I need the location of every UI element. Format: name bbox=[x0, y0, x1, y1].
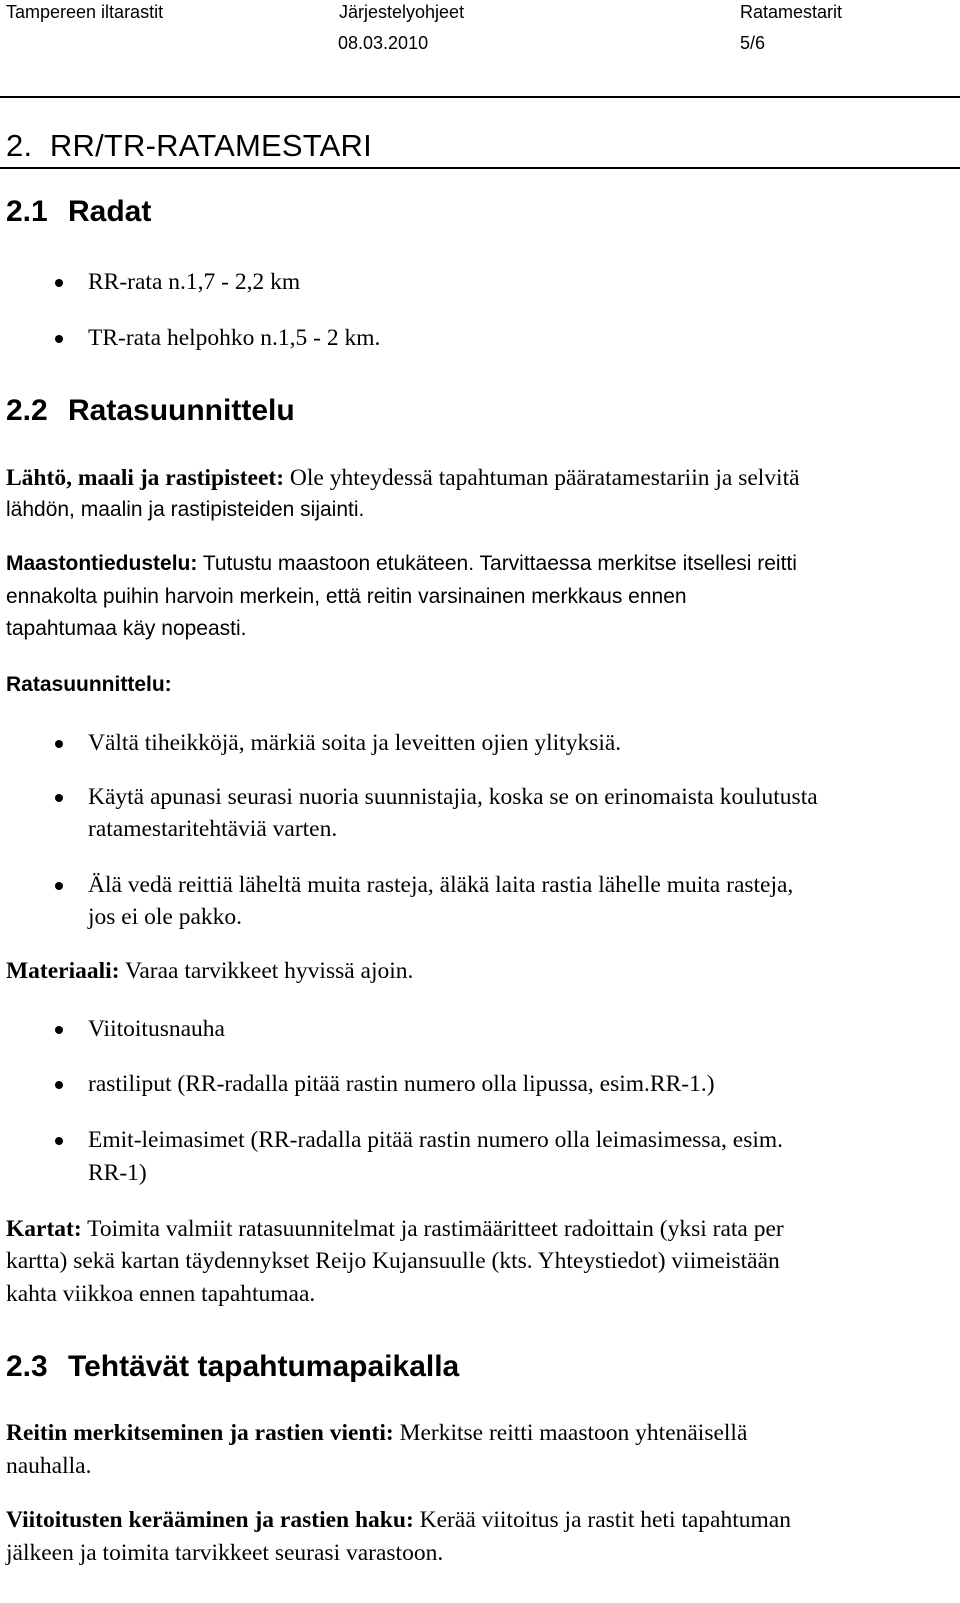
header-section: Ratamestarit bbox=[740, 2, 843, 22]
bullet-icon bbox=[55, 882, 63, 890]
list-item: Viitoitusnauha bbox=[88, 1016, 225, 1042]
bullet-icon bbox=[55, 335, 63, 343]
reitti-label: Reitin merkitseminen ja rastien vienti: bbox=[6, 1420, 394, 1446]
list-item-continuation: jos ei ole pakko. bbox=[88, 904, 243, 930]
section-2-heading bbox=[6, 128, 372, 164]
section-2-3-heading bbox=[6, 1350, 459, 1384]
header-org: Tampereen iltarastit bbox=[6, 2, 164, 22]
maasto-text-line2: ennakolta puihin harvoin merkein, että reitin varsinainen merkkaus ennen bbox=[6, 585, 687, 608]
viitoitus-paragraph bbox=[6, 1504, 791, 1536]
viitoitus-text-line2: jälkeen ja toimita tarvikkeet seurasi varastoon. bbox=[6, 1540, 444, 1566]
header-date: 08.03.2010 bbox=[338, 33, 429, 53]
viitoitus-text-line1: Kerää viitoitus ja rastit heti tapahtuman bbox=[419, 1507, 791, 1533]
header-page-number: 5/6 bbox=[740, 33, 766, 53]
reitti-text-line2: nauhalla. bbox=[6, 1453, 92, 1479]
lahto-text-line1: Ole yhteydessä tapahtuman pääratamestariin ja selvitä bbox=[289, 465, 800, 491]
section-2-number: 2. bbox=[6, 128, 33, 163]
section-2-3-number: 2.3 bbox=[6, 1350, 48, 1383]
section-2-2-title: Ratasuunnittelu bbox=[68, 394, 295, 427]
reitti-text-line1: Merkitse reitti maastoon yhtenäisellä bbox=[399, 1420, 748, 1446]
list-item: Vältä tiheikköjä, märkiä soita ja leveitten ojien ylityksiä. bbox=[88, 730, 622, 756]
viitoitus-label: Viitoitusten kerääminen ja rastien haku: bbox=[6, 1507, 414, 1533]
section-2-1-heading bbox=[6, 195, 151, 229]
list-item: rastiliput (RR-radalla pitää rastin numero olla lipussa, esim.RR-1.) bbox=[88, 1071, 715, 1097]
kartat-label: Kartat: bbox=[6, 1216, 82, 1242]
header-rule bbox=[0, 96, 960, 98]
section-2-2-heading bbox=[6, 394, 295, 428]
section-2-2-number: 2.2 bbox=[6, 394, 48, 427]
section-2-1-title: Radat bbox=[68, 195, 152, 228]
list-item: Älä vedä reittiä läheltä muita rasteja, äläkä laita rastia lähelle muita rasteja, bbox=[88, 872, 794, 898]
maasto-paragraph bbox=[6, 548, 797, 580]
materiaali-text: Varaa tarvikkeet hyvissä ajoin. bbox=[124, 958, 414, 984]
bullet-icon bbox=[55, 794, 63, 802]
lahto-paragraph bbox=[6, 462, 800, 494]
kartat-text-line3: kahta viikkoa ennen tapahtumaa. bbox=[6, 1281, 316, 1307]
bullet-icon bbox=[55, 1137, 63, 1145]
lahto-label: Lähtö, maali ja rastipisteet: bbox=[6, 465, 285, 491]
kartat-text-line1: Toimita valmiit ratasuunnitelmat ja rastimääritteet radoittain (yksi rata per bbox=[87, 1216, 784, 1242]
section-2-rule bbox=[0, 167, 960, 169]
reitti-paragraph bbox=[6, 1417, 747, 1449]
header-doc-title: Järjestelyohjeet bbox=[339, 2, 465, 22]
list-item: Emit-leimasimet (RR-radalla pitää rastin numero olla leimasimessa, esim. bbox=[88, 1127, 784, 1153]
list-item: RR-rata n.1,7 - 2,2 km bbox=[88, 269, 301, 295]
bullet-icon bbox=[55, 740, 63, 748]
section-2-1-number: 2.1 bbox=[6, 195, 48, 228]
bullet-icon bbox=[55, 279, 63, 287]
maasto-text-line3: tapahtumaa käy nopeasti. bbox=[6, 617, 247, 640]
materiaali-label: Materiaali: bbox=[6, 958, 120, 984]
kartat-text-line2: kartta) sekä kartan täydennykset Reijo Kujansuulle (kts. Yhteystiedot) viimeistään bbox=[6, 1248, 780, 1274]
bullet-icon bbox=[55, 1026, 63, 1034]
kartat-paragraph bbox=[6, 1213, 784, 1245]
maasto-label: Maastontiedustelu: bbox=[6, 552, 198, 575]
list-item-continuation: RR-1) bbox=[88, 1160, 147, 1186]
section-2-title: RR/TR-RATAMESTARI bbox=[49, 128, 372, 163]
lahto-text-line2: lähdön, maalin ja rastipisteiden sijainti. bbox=[6, 498, 365, 521]
bullet-icon bbox=[55, 1081, 63, 1089]
materiaali-paragraph bbox=[6, 955, 413, 987]
section-2-3-title: Tehtävät tapahtumapaikalla bbox=[68, 1350, 460, 1383]
list-item: TR-rata helpohko n.1,5 - 2 km. bbox=[88, 325, 381, 351]
maasto-text-line1: Tutustu maastoon etukäteen. Tarvittaessa merkitse itsellesi reitti bbox=[202, 552, 797, 575]
list-item: Käytä apunasi seurasi nuoria suunnistajia, koska se on erinomaista koulutusta bbox=[88, 784, 818, 810]
ratasuunnittelu-label: Ratasuunnittelu: bbox=[6, 673, 172, 696]
list-item-continuation: ratamestaritehtäviä varten. bbox=[88, 816, 338, 842]
